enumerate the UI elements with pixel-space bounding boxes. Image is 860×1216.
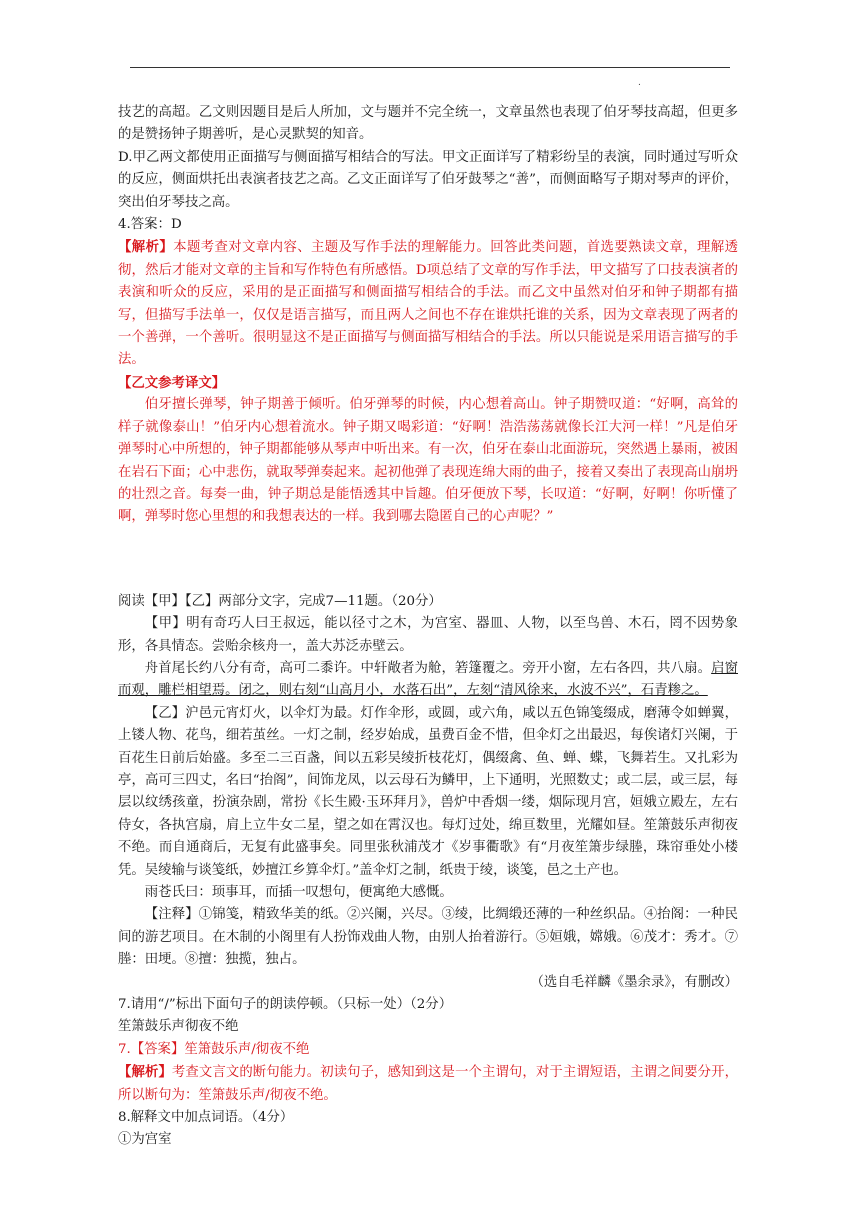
translation-text: 伯牙擅长弹琴，钟子期善于倾听。伯牙弹琴的时候，内心想着高山。钟子期赞叹道：“好啊，高耸的样子就像泰山！”伯牙内心想着流水。钟子期又喝彩道：“好啊！浩浩荡荡就像长江大河一样！”凡是伯牙弹琴时心中所想的，钟子期都能够从琴声中听出来。有一次，伯牙在泰山北面游玩，突然遇上暴雨，被困在岩石下面；心中悲伤，就取琴弹奏起来。起初他弹了表现连绵大雨的曲子，接着又奏出了表现高山崩坍的壮烈之音。每奏一曲，钟子期总是能悟透其中旨趣。伯牙便放下琴，长叹道：“好啊，好啊！你听懂了啊，弹琴时您心里想的和我想表达的一样。我到哪去隐匿自己的心声呢？” [118,397,738,525]
jia-underlined-text: 启窗而观，雕栏相望焉。闭之，则右刻“山高月小，水落石出”，左刻“清风徐来，水波不兴”，石青糁之。 [118,660,738,699]
document-body [118,102,738,1152]
answer-4: 4.答案：D [118,217,182,233]
question-7: 7.请用“/”标出下面句子的朗读停顿。（只标一处）（2分） [118,997,453,1013]
analysis-7 [118,1061,738,1107]
reading-intro: 阅读【甲】【乙】两部分文字，完成7—11题。（20分） [118,593,442,609]
question-7-sentence: 笙箫鼓乐声彻夜不绝 [118,1019,239,1035]
jia-paragraph-2 [118,658,738,703]
analysis-7-tag: 【解析】 [118,1064,172,1081]
header-mark: . [638,78,641,88]
prev-paragraph-1: 技艺的高超。乙文则因题目是后人所加，文与题并不完全统一，文章虽然也表现了伯牙琴技高超，但更多的是赞扬钟子期善听，是心灵默契的知音。 [118,105,738,143]
analysis-4 [118,236,738,371]
yi-paragraph: 【乙】沪邑元宵灯火，以伞灯为最。灯作伞形，或圆，或六角，咸以五色锦笺缀成，磨薄令如蝉翼，上镂人物、花鸟，细若茧丝。一灯之制，经岁始成，虽费百金不惜，但伞灯之出最迟，每俟诸灯兴阑，于百花生日前后始盛。多至二三百盏，间以五彩吴绫折枝花灯，偶缀禽、鱼、蝉、蝶，飞舞若生。又扎彩为亭，高可三四丈，名曰“抬阁”，间饰龙凤，以云母石为鳞甲，上下通明，光照数丈；或二层，或三层，每层以纹绣孩童，扮演杂剧，常扮《长生殿·玉环拜月》，兽炉中香烟一缕，烟际现月宫，姮娥立殿左，左右侍女，各执宫扇，肩上立牛女二星，望之如在霄汉也。每灯过处，绵亘数里，光耀如昼。笙箫鼓乐声彻夜不绝。而自通商后，无复有此盛事矣。同里张秋浦茂才《岁事衢歌》有“月夜笙箫步绿塍，珠帘垂处小楼凭。吴绫输与谈笺纸，妙擅江乡算伞灯。”盖伞灯之制，纸贵于绫，谈笺，邑之土产也。 [118,705,738,878]
translation-title: 【乙文参考译文】 [118,374,226,391]
analysis-tag: 【解析】 [118,239,174,256]
source-citation: （选自毛祥麟《墨余录》，有删改） [530,974,738,990]
notes: 【注释】①锦笺，精致华美的纸。②兴阑，兴尽。③绫，比绸缎还薄的一种丝织品。④抬阁：一种民间的游艺项目。在木制的小阁里有人扮饰戏曲人物，由别人抬着游行。⑤姮娥，嫦娥。⑥茂才：秀才。⑦塍：田埂。⑧擅：独揽，独占。 [118,907,738,968]
prev-paragraph-2: D.甲乙两文都使用正面描写与侧面描写相结合的写法。甲文正面详写了精彩纷呈的表演，同时通过写听众的反应，侧面烘托出表演者技艺之高。乙文正面详写了伯牙鼓琴之“善”，而侧面略写子期对琴声的评价，突出伯牙琴技之高。 [118,149,738,210]
jia-paragraph-1: 【甲】明有奇巧人曰王叔远，能以径寸之木，为宫室、器皿、人物，以至鸟兽、木石，罔不因势象形，各具情态。尝贻余核舟一，盖大苏泛赤壁云。 [118,616,738,654]
analysis-7-text: 考查文言文的断句能力。初读句子，感知到这是一个主谓句，对于主谓短语，主谓之间要分开，所以断句为：笙箫鼓乐声/彻夜不绝。 [118,1065,738,1103]
question-8-item-1: ①为宫室 [118,1132,172,1148]
question-8: 8.解释文中加点词语。（4分） [118,1110,294,1126]
yi-comment: 雨苍氏曰：顼事耳，而插一叹想句，便寓绝大感慨。 [144,885,453,900]
header-rule [130,67,730,68]
analysis-text: 本题考查对文章内容、主题及写作手法的理解能力。回答此类问题，首选要熟读文章，理解透彻，然后才能对文章的主旨和写作特色有所感悟。D项总结了文章的写作手法，甲文描写了口技表演者的表演和听众的反应，采用的是正面描写和侧面描写相结合的手法。而乙文中虽然对伯牙和钟子期都有描写，但描写手法单一，仅仅是语言描写，而且两人之间也不存在谁烘托谁的关系，因为文章表现了两者的一个善弹，一个善听。很明显这不是正面描写与侧面描写相结合的手法。所以只能说是采用语言描写的手法。 [118,240,739,368]
answer-7: 7.【答案】笙箫鼓乐声/彻夜不绝 [118,1041,310,1057]
jia-text: 舟首尾长约八分有奇，高可二黍许。中轩敞者为舱，箬篷覆之。旁开小窗，左右各四，共八扇。 [144,660,712,676]
